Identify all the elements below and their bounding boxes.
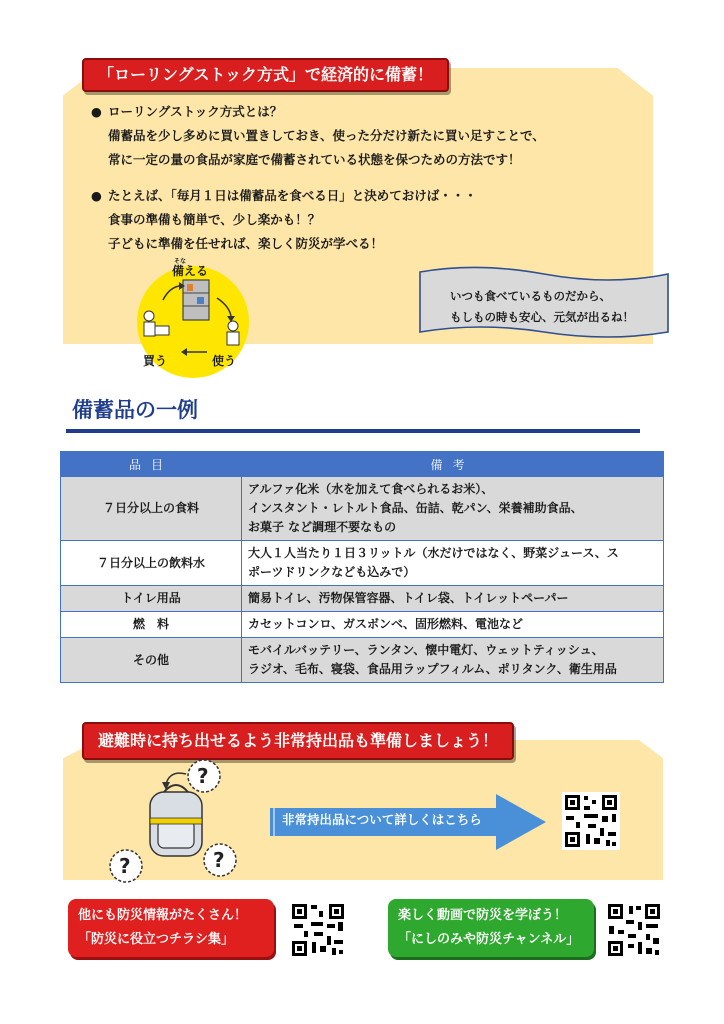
definition-line: 常に一定の量の食品が家庭で備蓄されている状態を保つための方法です！ xyxy=(108,152,521,167)
example-line: 食事の準備も簡単で、少し楽かも！？ xyxy=(108,212,321,227)
table-row xyxy=(61,477,664,541)
store-ruby: そな xyxy=(174,258,187,265)
row-category: トイレ用品 xyxy=(61,586,242,612)
remarks-line: お菓子 など調理不要なもの xyxy=(248,520,397,534)
remarks-line: モバイルバッテリー、ランタン、懐中電灯、ウェットティッシュ、 xyxy=(248,643,604,657)
bousai-channel-link[interactable] xyxy=(388,899,594,957)
note-line: いつも食べているものだから、 xyxy=(450,289,611,303)
row-remarks xyxy=(242,586,664,612)
remarks-line: アルファ化米（水を加えて食べられるお米）、 xyxy=(248,482,494,496)
row-category: 燃 料 xyxy=(61,612,242,638)
table-row xyxy=(61,586,664,612)
stock-items-table xyxy=(60,451,664,683)
definition-heading: ローリングストック方式とは？ xyxy=(108,104,283,119)
row-remarks xyxy=(242,612,664,638)
remarks-line: インスタント・レトルト食品、缶詰、乾パン、栄養補助食品、 xyxy=(248,501,583,515)
svg-text:?: ? xyxy=(119,854,131,878)
bullet-icon: ● xyxy=(91,188,102,203)
example-heading: たとえば、「毎月１日は備蓄品を食べる日」と決めておけば・・・ xyxy=(108,188,477,203)
svg-text:?: ? xyxy=(213,848,225,872)
note-line: もしもの時も安心、元気が出るね！ xyxy=(450,310,634,324)
row-remarks xyxy=(242,638,664,683)
flyer-collection-link[interactable] xyxy=(68,899,274,957)
header-remarks: 備考 xyxy=(242,452,664,477)
stock-list-title: 備蓄品の一例 xyxy=(72,398,198,422)
rolling-stock-example xyxy=(91,184,648,256)
cycle-label-use: 使う xyxy=(212,354,237,368)
flyer-link-line1: 他にも防災情報がたくさん！ xyxy=(78,908,248,923)
speech-note xyxy=(418,266,670,340)
rolling-stock-definition xyxy=(91,100,648,172)
qr-code-channel xyxy=(606,902,662,958)
qr-code-flyers xyxy=(290,902,346,958)
row-remarks xyxy=(242,477,664,541)
cycle-label-buy: 買う xyxy=(143,354,168,368)
table-row xyxy=(61,612,664,638)
row-category: その他 xyxy=(61,638,242,683)
table-header-row xyxy=(61,452,664,477)
table-row xyxy=(61,638,664,683)
bullet-icon: ● xyxy=(91,104,102,119)
table-row xyxy=(61,541,664,586)
channel-link-line2: 「にしのみや防災チャンネル」 xyxy=(398,932,580,947)
rolling-stock-title: 「ローリングストック方式」で経済的に備蓄！ xyxy=(82,58,449,92)
row-category: ７日分以上の食料 xyxy=(61,477,242,541)
row-category: ７日分以上の飲料水 xyxy=(61,541,242,586)
header-category: 品目 xyxy=(61,452,242,477)
channel-link-line1: 楽しく動画で防災を学ぼう！ xyxy=(398,908,568,923)
definition-line: 備蓄品を少し多めに買い置きしておき、使った分だけ新たに買い足すことで、 xyxy=(108,128,545,143)
emergency-title: 避難時に持ち出せるよう非常持出品も準備しましょう！ xyxy=(82,722,514,760)
row-remarks xyxy=(242,541,664,586)
remarks-line: 簡易トイレ、汚物保管容器、トイレ袋、トイレットペーパー xyxy=(248,591,569,605)
qr-code-emergency xyxy=(562,792,620,850)
example-line: 子どもに準備を任せれば、楽しく防災が学べる！ xyxy=(108,236,384,251)
backpack-icon xyxy=(100,756,250,888)
remarks-line: ラジオ、毛布、寝袋、食品用ラップフィルム、ポリタンク、衛生用品 xyxy=(248,662,617,676)
remarks-line: ポーツドリンクなども込みで） xyxy=(248,565,416,579)
flyer-link-line2: 「防災に役立つチラシ集」 xyxy=(78,932,235,947)
remarks-line: 大人１人当たり１日３リットル（水だけではなく、野菜ジュース、ス xyxy=(248,546,619,560)
cycle-label-store: 備える xyxy=(172,264,209,278)
svg-text:?: ? xyxy=(197,764,209,788)
detail-arrow-label[interactable]: 非常持出品について詳しくはこちら xyxy=(282,812,482,827)
title-underline xyxy=(66,429,640,433)
remarks-line: カセットコンロ、ガスボンベ、固形燃料、電池など xyxy=(248,617,524,631)
